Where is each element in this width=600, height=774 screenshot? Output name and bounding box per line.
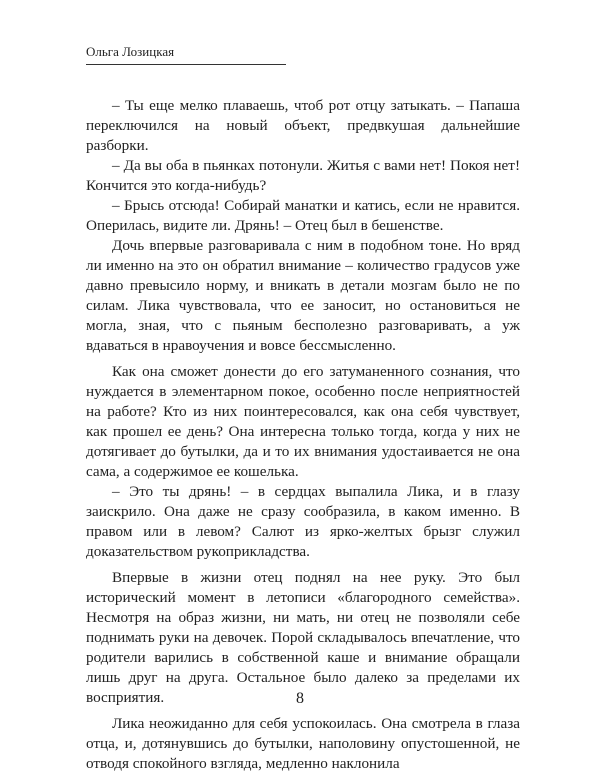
paragraph: Как она сможет донести до его затуманенного сознания, что нуждается в элементарном покое, особенно после неприятностей на работе? Кто из них поинтересовался, как она себя чувствует, как прошел ее день? Она интересна только тогда, когда у них не дотягивает до бутылки, да и то их внимания удостаивается не она сама, а содержимое ее кошелька. [86,363,520,480]
header-rule [86,64,286,65]
body-text [86,96,520,774]
paragraph: Впервые в жизни отец поднял на нее руку. Это был исторический момент в летописи «благородного семейства». Несмотря на образ жизни, ни мать, ни отец не позволяли себе поднимать руки на девочек. Порой складывалось впечатление, что родители варились в собственной каше и внимание обращали лишь друг на друга. Остальное было далеко за пределами их восприятия. [86,569,520,706]
paragraph: – Да вы оба в пьянках потонули. Житья с вами нет! Покоя нет! Кончится это когда-нибудь? [86,157,520,194]
page-number: 8 [296,690,304,707]
paragraph: – Ты еще мелко плаваешь, чтоб рот отцу затыкать. – Папаша переключился на новый объект, предвкушая дальнейшие разборки. [86,97,520,154]
paragraph: – Брысь отсюда! Собирай манатки и катись, если не нравится. Оперилась, видите ли. Дрянь! – Отец был в бешенстве. [86,197,520,234]
paragraph: – Это ты дрянь! – в сердцах выпалила Лика, и в глазу заискрило. Она даже не сразу сообразила, в каком именно. В правом или в левом? Салют из ярко-желтых брызг служил доказательством рукоприкладства. [86,483,520,560]
running-header-author: Ольга Лозицкая [86,44,175,59]
paragraph: Дочь впервые разговаривала с ним в подобном тоне. Но вряд ли именно на это он обратил внимание – количество градусов уже давно превысило норму, и вникать в детали мозгам было не по силам. Лика чувствовала, что ее заносит, но остановиться не могла, зная, что с пьяным бесполезно разговаривать, а уж вдаваться в нравоучения и вовсе бессмысленно. [86,237,520,354]
paragraph: Лика неожиданно для себя успокоилась. Она смотрела в глаза отца, и, дотянувшись до бутылки, наполовину опустошенной, не отводя спокойного взгляда, медленно наклонила [86,715,520,772]
